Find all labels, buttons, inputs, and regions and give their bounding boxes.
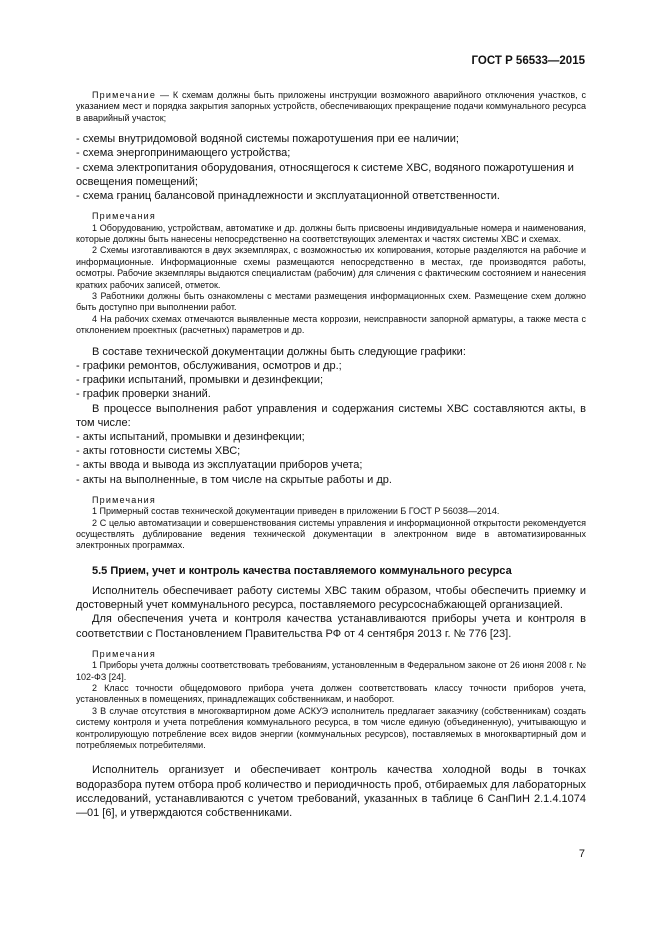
page-content <box>76 90 586 820</box>
note-item: 2 С целью автоматизации и совершенствования системы управления и информационной открытости рекомендуется осуществлять дублирование ведения технической документации в электронном виде в автоматизированных электронных программах. <box>76 517 586 551</box>
list-item: - акты испытаний, промывки и дезинфекции; <box>76 430 305 443</box>
text-paragraph: Исполнитель организует и обеспечивает контроль качества холодной воды в точках водоразбора путем отбора проб количество и периодичность проб, отбираемых для лабораторных исследований, устанавливаются с учетом требований, указанных в таблице 6 СанПиН 2.1.4.1074—01 [6], и утверждаются собственниками. <box>76 764 586 820</box>
notes-title: Примечания <box>92 211 156 222</box>
text-paragraph: В процессе выполнения работ управления и содержания системы ХВС составляются акты, в том числе: <box>76 402 586 429</box>
list-item: - графики испытаний, промывки и дезинфекции; <box>76 374 324 387</box>
notes-title: Примечания <box>92 648 156 659</box>
note-item: 1 Приборы учета должны соответствовать требованиям, установленным в Федеральном законе от 26 июня 2008 г. № 102-ФЗ [24]. <box>76 660 586 682</box>
page-header: ГОСТ Р 56533—2015 <box>471 55 585 67</box>
list-item: - графики ремонтов, обслуживания, осмотров и др.; <box>76 359 342 372</box>
note-paragraph <box>76 90 586 124</box>
list-item: - график проверки знаний. <box>76 388 211 401</box>
note-item: 1 Примерный состав технической документации приведен в приложении Б ГОСТ Р 56038—2014. <box>92 506 500 517</box>
section-heading: 5.5 Прием, учет и контроль качества поставляемого коммунального ресурса <box>92 564 512 577</box>
note-item: 4 На рабочих схемах отмечаются выявленные места коррозии, неисправности запорной арматуры, а также места с отклонением проектных (расчетных) параметров и др. <box>76 313 586 336</box>
notes-title: Примечания <box>92 494 156 505</box>
list-item: - акты ввода и вывода из эксплуатации приборов учета; <box>76 459 363 472</box>
note-item: 2 Схемы изготавливаются в двух экземплярах, с возможностью их копирования, которые разделяются на рабочие и информационные. Информационные схемы размещаются непосредственно в местах, где производятся работы, осмотры. Рабочие экземпляры выдаются специалистам (рабочим) для сличения с фактическим состоянием и нанесения кратких рабочих записей, отметок. <box>76 245 586 290</box>
note-item: 3 Работники должны быть ознакомлены с местами размещения информационных схем. Размещение схем должно быть доступно при выполнении работ. <box>76 291 586 313</box>
note-item: 1 Оборудованию, устройствам, автоматике и др. должны быть присвоены индивидуальные номера и наименования, которые должны быть нанесены непосредственно на соответствующих элементах и частях системы ХВС и схемах. <box>76 222 586 245</box>
note-item: 2 Класс точности общедомового прибора учета должен соответствовать классу точности приборов учета, установленных в помещениях, принадлежащих собственникам, и наоборот. <box>76 683 586 705</box>
text-paragraph: В составе технической документации должны быть следующие графики: <box>92 345 466 358</box>
text-paragraph: Исполнитель обеспечивает работу системы ХВС таким образом, чтобы обеспечить приемку и достоверный учет коммунального ресурса, поставляемого ресурсоснабжающей организацией. <box>76 584 586 612</box>
list-item: - схемы внутридомовой водяной системы пожаротушения при ее наличии; <box>76 133 459 146</box>
list-item: - акты на выполненные, в том числе на скрытые работы и др. <box>76 473 392 486</box>
note-text: — К схемам должны быть приложены инструкции возможного аварийного отключения участков, с указанием мест и порядка закрытия запорных устройств, обеспечивающих прекращение подачи коммунального ресурса в аварийный участок; <box>76 90 586 123</box>
note-label: Примечание <box>92 90 157 100</box>
list-item: - схема границ балансовой принадлежности и эксплуатационной ответственности. <box>76 190 500 203</box>
list-item: - акты готовности системы ХВС; <box>76 445 241 458</box>
list-item: - схема электропитания оборудования, относящегося к системе ХВС, водяного пожаротушения и освещения помещений; <box>76 161 574 188</box>
list-item: - схема энергопринимающего устройства; <box>76 147 291 160</box>
text-paragraph: Для обеспечения учета и контроля качества устанавливаются приборы учета и контроля в соответствии с Постановлением Правительства РФ от 4 сентября 2013 г. № 776 [23]. <box>76 613 586 640</box>
page-number: 7 <box>578 848 585 860</box>
note-item: 3 В случае отсутствия в многоквартирном доме АСКУЭ исполнитель предлагает заказчику (собственникам) создать систему контроля и учета потребления коммунального ресурса, в том числе единую (объединенную), учитывающую и контролирующую потребление всех видов энергии (коммунальных ресурсов), поставляемых в многоквартирный дом и потребляемых потребителями. <box>76 705 586 751</box>
